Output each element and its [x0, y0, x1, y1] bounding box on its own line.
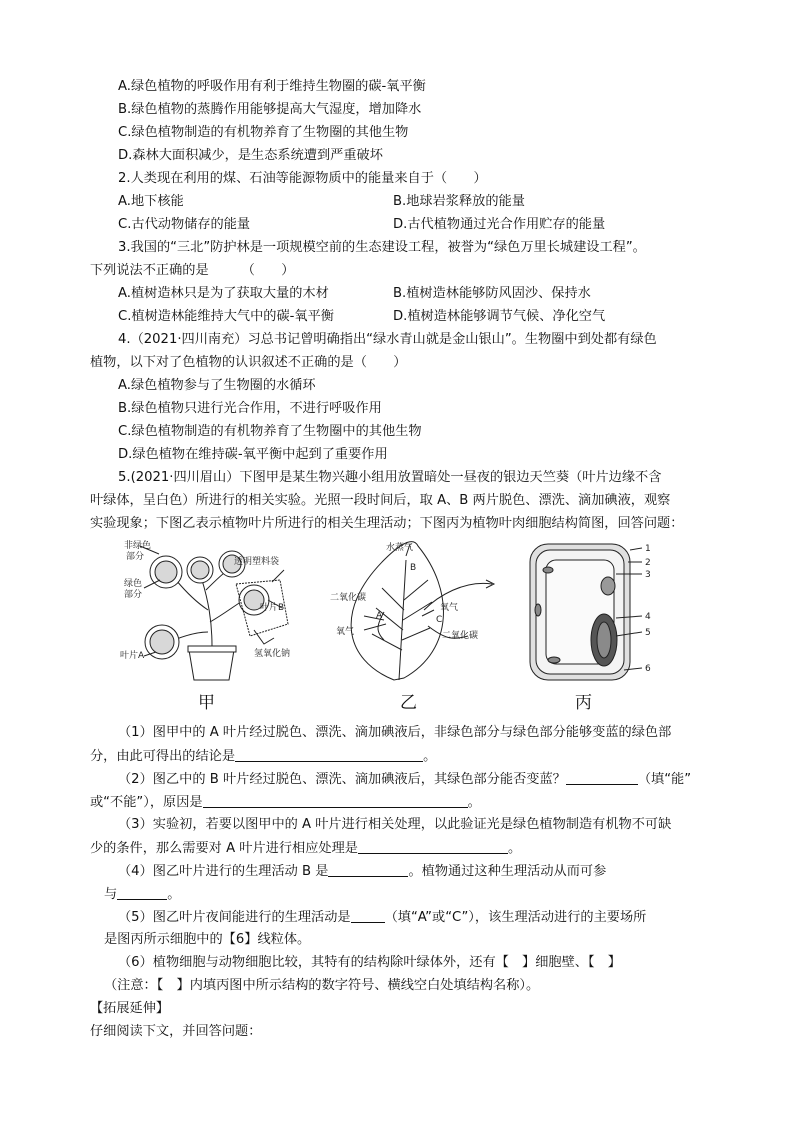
q2-option-b: B.地球岩浆释放的能量: [393, 194, 525, 209]
figure-bing-plant-cell: [524, 540, 664, 685]
q2-stem: 2.人类现在利用的煤、石油等能源物质中的能量来自于（ ）: [118, 171, 487, 186]
figure-panel: [104, 540, 704, 713]
sub3-line2: [90, 839, 521, 858]
answer-blank-4a[interactable]: [328, 862, 408, 877]
sub1-line1: （1）图甲中的 A 叶片经过脱色、漂洗、滴加碘液后，非绿色部分与绿色部分能够变蓝的绿色部: [118, 725, 672, 740]
extension-intro: 仔细阅读下文，并回答问题：: [90, 1024, 262, 1039]
label-non-green-2: 部分: [126, 552, 145, 562]
sub1-line2: [90, 747, 436, 766]
label-cell-5: 5: [645, 628, 651, 638]
sub4-line1: [118, 862, 606, 881]
answer-blank-2a[interactable]: [566, 770, 638, 785]
answer-blank-4b[interactable]: [117, 885, 167, 900]
label-non-green-1: 非绿色: [124, 541, 152, 551]
sub2-hint: （填“能”: [637, 772, 692, 787]
q1-option-b: B.绿色植物的蒸腾作用能够提高大气湿度，增加降水: [118, 102, 422, 117]
label-water-vapor: 水蒸气: [386, 543, 414, 553]
sub4-cont: 。植物通过这种生理活动从而可参: [408, 864, 607, 879]
extension-title: 【拓展延伸】: [90, 1001, 170, 1016]
sub6-line1: （6）植物细胞与动物细胞比较，其特有的结构除叶绿体外，还有【 】细胞壁、【 】: [118, 955, 621, 970]
label-naoh: 氢氧化钠: [254, 649, 291, 659]
label-co2-right: 二氧化碳: [442, 631, 479, 641]
caption-yi: 乙: [400, 693, 417, 713]
q4-option-a: A.绿色植物参与了生物圈的水循环: [118, 378, 316, 393]
label-cell-1: 1: [645, 544, 651, 554]
q1-option-c: C.绿色植物制造的有机物养育了生物圈的其他生物: [118, 125, 409, 140]
label-cell-2: 2: [645, 558, 651, 568]
sub4-line2: [104, 885, 180, 904]
sub2-text: （2）图乙中的 B 叶片经过脱色、漂洗、滴加碘液后，其绿色部分能否变蓝？: [118, 772, 566, 787]
sub5-cont: （填“A”或“C”），该生理活动进行的主要场所: [384, 910, 647, 925]
label-o2-left: 氧气: [336, 627, 355, 637]
q2-option-c: C.古代动物储存的能量: [118, 217, 251, 232]
q1-option-a: A.绿色植物的呼吸作用有利于维持生物圈的碳-氧平衡: [118, 79, 426, 94]
sub5-text: （5）图乙叶片夜间能进行的生理活动是: [118, 910, 351, 925]
sub3-end: 。: [507, 841, 522, 856]
label-b: B: [410, 563, 417, 573]
q3-option-c: C.植树造林能维持大气中的碳-氧平衡: [118, 309, 334, 324]
figure-yi-leaf-activity: [324, 540, 504, 685]
sub5-line1: [118, 908, 646, 927]
caption-bing: 丙: [575, 693, 592, 713]
label-cell-4: 4: [645, 612, 651, 622]
sub4-end: 。: [167, 887, 181, 902]
label-green-2: 部分: [124, 590, 143, 600]
q5-stem-line1: 5.(2021·四川眉山）下图甲是某生物兴趣小组用放置暗处一昼夜的银边天竺葵（叶片边缘不含: [118, 470, 662, 485]
q3-stem-line2: 下列说法不正确的是 （ ）: [90, 263, 295, 278]
q4-option-d: D.绿色植物在维持碳-氧平衡中起到了重要作用: [118, 447, 388, 462]
sub1-text: 分，由此可得出的结论是: [90, 749, 236, 764]
label-green-1: 绿色: [124, 579, 143, 589]
q3-option-b: B.植树造林能够防风固沙、保持水: [393, 286, 591, 301]
label-co2-left: 二氧化碳: [330, 593, 367, 603]
sub2-line1: [118, 770, 691, 789]
caption-jia: 甲: [198, 693, 215, 713]
label-leaf-a: 叶片A: [120, 651, 145, 661]
label-cell-6: 6: [645, 664, 651, 674]
q4-option-b: B.绿色植物只进行光合作用，不进行呼吸作用: [118, 401, 382, 416]
sub5-line2: 是图丙所示细胞中的【6】线粒体。: [104, 932, 311, 947]
sub2-reason-text: 或“不能”），原因是: [90, 795, 203, 810]
q1-option-d: D.森林大面积减少，是生态系统遭到严重破坏: [118, 148, 383, 163]
q3-stem-line1: 3.我国的“三北”防护林是一项规模空前的生态建设工程，被誉为“绿色万里长城建设工程”。: [118, 240, 646, 255]
sub6-line2: （注意：【 】内填丙图中所示结构的数字符号、横线空白处填结构名称）。: [104, 978, 540, 993]
answer-blank-1[interactable]: [235, 747, 423, 762]
sub2-end: 。: [467, 795, 481, 810]
sub3-line1: （3）实验初，若要以图甲中的 A 叶片进行相关处理，以此验证光是绿色植物制造有机物不可缺: [118, 817, 672, 832]
q2-option-d: D.古代植物通过光合作用贮存的能量: [393, 217, 606, 232]
q4-stem-line2: 植物，以下对了色植物的认识叙述不正确的是（ ）: [90, 355, 407, 370]
label-leaf-b: 叶片B: [260, 603, 285, 613]
answer-blank-2b[interactable]: [203, 793, 468, 808]
q5-stem-line3: 实验现象；下图乙表示植物叶片所进行的相关生理活动；下图丙为植物叶肉细胞结构简图，回答问题：: [90, 516, 684, 531]
q3-option-a: A.植树造林只是为了获取大量的木材: [118, 286, 329, 301]
answer-blank-5[interactable]: [351, 908, 385, 923]
q3-option-d: D.植树造林能够调节气候、净化空气: [393, 309, 606, 324]
q4-stem-line1: 4.（2021·四川南充）习总书记曾明确指出“绿水青山就是金山银山”。生物圈中到处都有绿色: [118, 332, 657, 347]
q5-stem-line2: 叶绿体，呈白色）所进行的相关实验。光照一段时间后，取 A、B 两片脱色、漂洗、滴加碘液，观察: [90, 493, 671, 508]
label-plastic-bag: 透明塑料袋: [234, 557, 280, 567]
label-c: C: [436, 615, 443, 625]
sub3-text: 少的条件，那么需要对 A 叶片进行相应处理是: [90, 841, 358, 856]
sub4-yu: 与: [104, 887, 118, 902]
sub1-end: 。: [423, 749, 437, 764]
q4-option-c: C.绿色植物制造的有机物养育了生物圈中的其他生物: [118, 424, 422, 439]
sub2-line2: [90, 793, 481, 812]
figure-jia-plant-experiment: [104, 540, 294, 685]
answer-blank-3[interactable]: [358, 839, 508, 854]
q2-option-a: A.地下核能: [118, 194, 184, 209]
label-o2-right: 氧气: [440, 603, 459, 613]
label-cell-3: 3: [645, 570, 651, 580]
label-a: A: [376, 611, 383, 621]
sub4-text: （4）图乙叶片进行的生理活动 B 是: [118, 864, 329, 879]
